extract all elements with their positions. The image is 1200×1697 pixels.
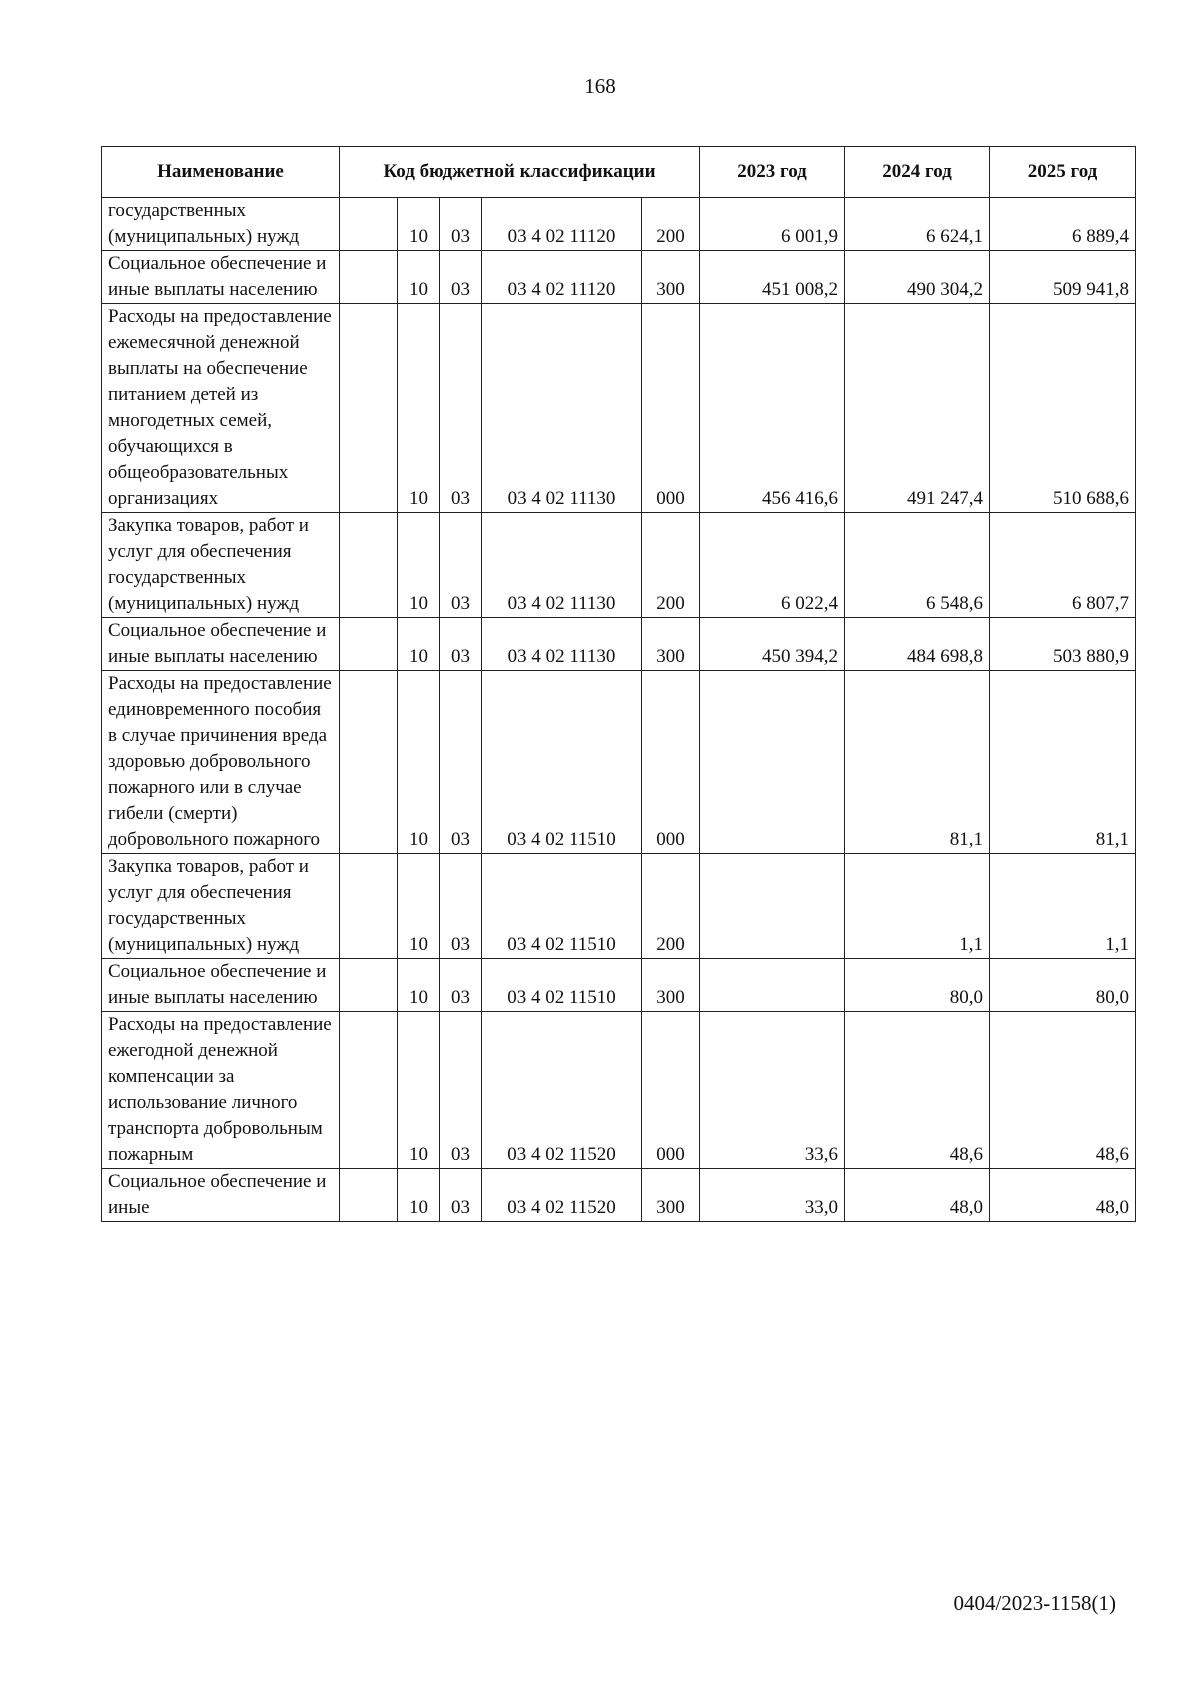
code-expense-type: 200: [642, 854, 700, 959]
code-blank: [340, 198, 398, 251]
code-blank: [340, 251, 398, 304]
row-name: Расходы на предоставление ежегодной денежной компенсации за использование личного транспорта добровольным пожарным: [102, 1012, 340, 1169]
value-2025: 81,1: [990, 671, 1136, 854]
header-code: Код бюджетной классификации: [340, 147, 700, 198]
code-section: 10: [398, 671, 440, 854]
value-2023: [700, 671, 845, 854]
value-2025: 509 941,8: [990, 251, 1136, 304]
value-2024: 6 624,1: [845, 198, 990, 251]
value-2025: 6 807,7: [990, 513, 1136, 618]
row-name: Расходы на предоставление единовременного пособия в случае причинения вреда здоровью добровольного пожарного или в случае гибели (смерти) добровольного пожарного: [102, 671, 340, 854]
header-2025: 2025 год: [990, 147, 1136, 198]
value-2025: 503 880,9: [990, 618, 1136, 671]
value-2024: 1,1: [845, 854, 990, 959]
value-2024: 490 304,2: [845, 251, 990, 304]
code-subsection: 03: [440, 304, 482, 513]
code-section: 10: [398, 1012, 440, 1169]
value-2024: 491 247,4: [845, 304, 990, 513]
document-reference-code: 0404/2023-1158(1): [953, 1591, 1116, 1615]
value-2024: 6 548,6: [845, 513, 990, 618]
code-subsection: 03: [440, 959, 482, 1012]
row-name: Социальное обеспечение и иные выплаты населению: [102, 618, 340, 671]
code-section: 10: [398, 304, 440, 513]
code-expense-type: 300: [642, 618, 700, 671]
code-section: 10: [398, 251, 440, 304]
row-name: Социальное обеспечение и иные выплаты населению: [102, 251, 340, 304]
table-row: [102, 618, 1136, 671]
row-name: Расходы на предоставление ежемесячной денежной выплаты на обеспечение питанием детей из многодетных семей, обучающихся в общеобразовательных организациях: [102, 304, 340, 513]
code-blank: [340, 1169, 398, 1222]
code-blank: [340, 671, 398, 854]
code-blank: [340, 304, 398, 513]
value-2023: [700, 854, 845, 959]
code-section: 10: [398, 513, 440, 618]
code-expense-type: 000: [642, 1012, 700, 1169]
table-row: [102, 1169, 1136, 1222]
value-2025: 48,0: [990, 1169, 1136, 1222]
table-row: [102, 854, 1136, 959]
code-target-article: 03 4 02 11510: [482, 959, 642, 1012]
code-section: 10: [398, 959, 440, 1012]
code-expense-type: 200: [642, 198, 700, 251]
value-2023: 451 008,2: [700, 251, 845, 304]
code-target-article: 03 4 02 11120: [482, 198, 642, 251]
value-2024: 484 698,8: [845, 618, 990, 671]
value-2025: 48,6: [990, 1012, 1136, 1169]
code-blank: [340, 1012, 398, 1169]
row-name: Социальное обеспечение и иные: [102, 1169, 340, 1222]
value-2023: 6 001,9: [700, 198, 845, 251]
value-2025: 1,1: [990, 854, 1136, 959]
value-2023: 6 022,4: [700, 513, 845, 618]
value-2024: 80,0: [845, 959, 990, 1012]
code-target-article: 03 4 02 11120: [482, 251, 642, 304]
code-blank: [340, 959, 398, 1012]
code-subsection: 03: [440, 251, 482, 304]
budget-table: [101, 146, 1136, 1222]
code-expense-type: 000: [642, 304, 700, 513]
value-2023: [700, 959, 845, 1012]
value-2024: 48,6: [845, 1012, 990, 1169]
value-2023: 456 416,6: [700, 304, 845, 513]
code-blank: [340, 618, 398, 671]
code-expense-type: 200: [642, 513, 700, 618]
code-expense-type: 000: [642, 671, 700, 854]
table-row: [102, 304, 1136, 513]
code-section: 10: [398, 618, 440, 671]
code-target-article: 03 4 02 11510: [482, 854, 642, 959]
code-blank: [340, 513, 398, 618]
header-2023: 2023 год: [700, 147, 845, 198]
code-subsection: 03: [440, 1169, 482, 1222]
row-name: Закупка товаров, работ и услуг для обеспечения государственных (муниципальных) нужд: [102, 513, 340, 618]
value-2023: 450 394,2: [700, 618, 845, 671]
code-subsection: 03: [440, 618, 482, 671]
row-name: Социальное обеспечение и иные выплаты населению: [102, 959, 340, 1012]
value-2023: 33,0: [700, 1169, 845, 1222]
code-section: 10: [398, 198, 440, 251]
code-target-article: 03 4 02 11520: [482, 1012, 642, 1169]
value-2025: 80,0: [990, 959, 1136, 1012]
code-expense-type: 300: [642, 251, 700, 304]
code-subsection: 03: [440, 513, 482, 618]
row-name: государственных (муниципальных) нужд: [102, 198, 340, 251]
table-row: [102, 959, 1136, 1012]
table-row: [102, 1012, 1136, 1169]
table-row: [102, 671, 1136, 854]
value-2023: 33,6: [700, 1012, 845, 1169]
header-2024: 2024 год: [845, 147, 990, 198]
code-target-article: 03 4 02 11130: [482, 618, 642, 671]
code-section: 10: [398, 854, 440, 959]
code-blank: [340, 854, 398, 959]
code-subsection: 03: [440, 854, 482, 959]
code-target-article: 03 4 02 11510: [482, 671, 642, 854]
table-row: [102, 513, 1136, 618]
value-2024: 81,1: [845, 671, 990, 854]
page-number: 168: [584, 74, 616, 98]
table-row: [102, 251, 1136, 304]
header-name: Наименование: [102, 147, 340, 198]
value-2025: 6 889,4: [990, 198, 1136, 251]
code-subsection: 03: [440, 198, 482, 251]
code-subsection: 03: [440, 671, 482, 854]
row-name: Закупка товаров, работ и услуг для обеспечения государственных (муниципальных) нужд: [102, 854, 340, 959]
code-target-article: 03 4 02 11130: [482, 304, 642, 513]
code-expense-type: 300: [642, 1169, 700, 1222]
code-expense-type: 300: [642, 959, 700, 1012]
value-2024: 48,0: [845, 1169, 990, 1222]
code-target-article: 03 4 02 11130: [482, 513, 642, 618]
code-subsection: 03: [440, 1012, 482, 1169]
table-row: [102, 198, 1136, 251]
code-section: 10: [398, 1169, 440, 1222]
table-header-row: [102, 147, 1136, 198]
value-2025: 510 688,6: [990, 304, 1136, 513]
code-target-article: 03 4 02 11520: [482, 1169, 642, 1222]
